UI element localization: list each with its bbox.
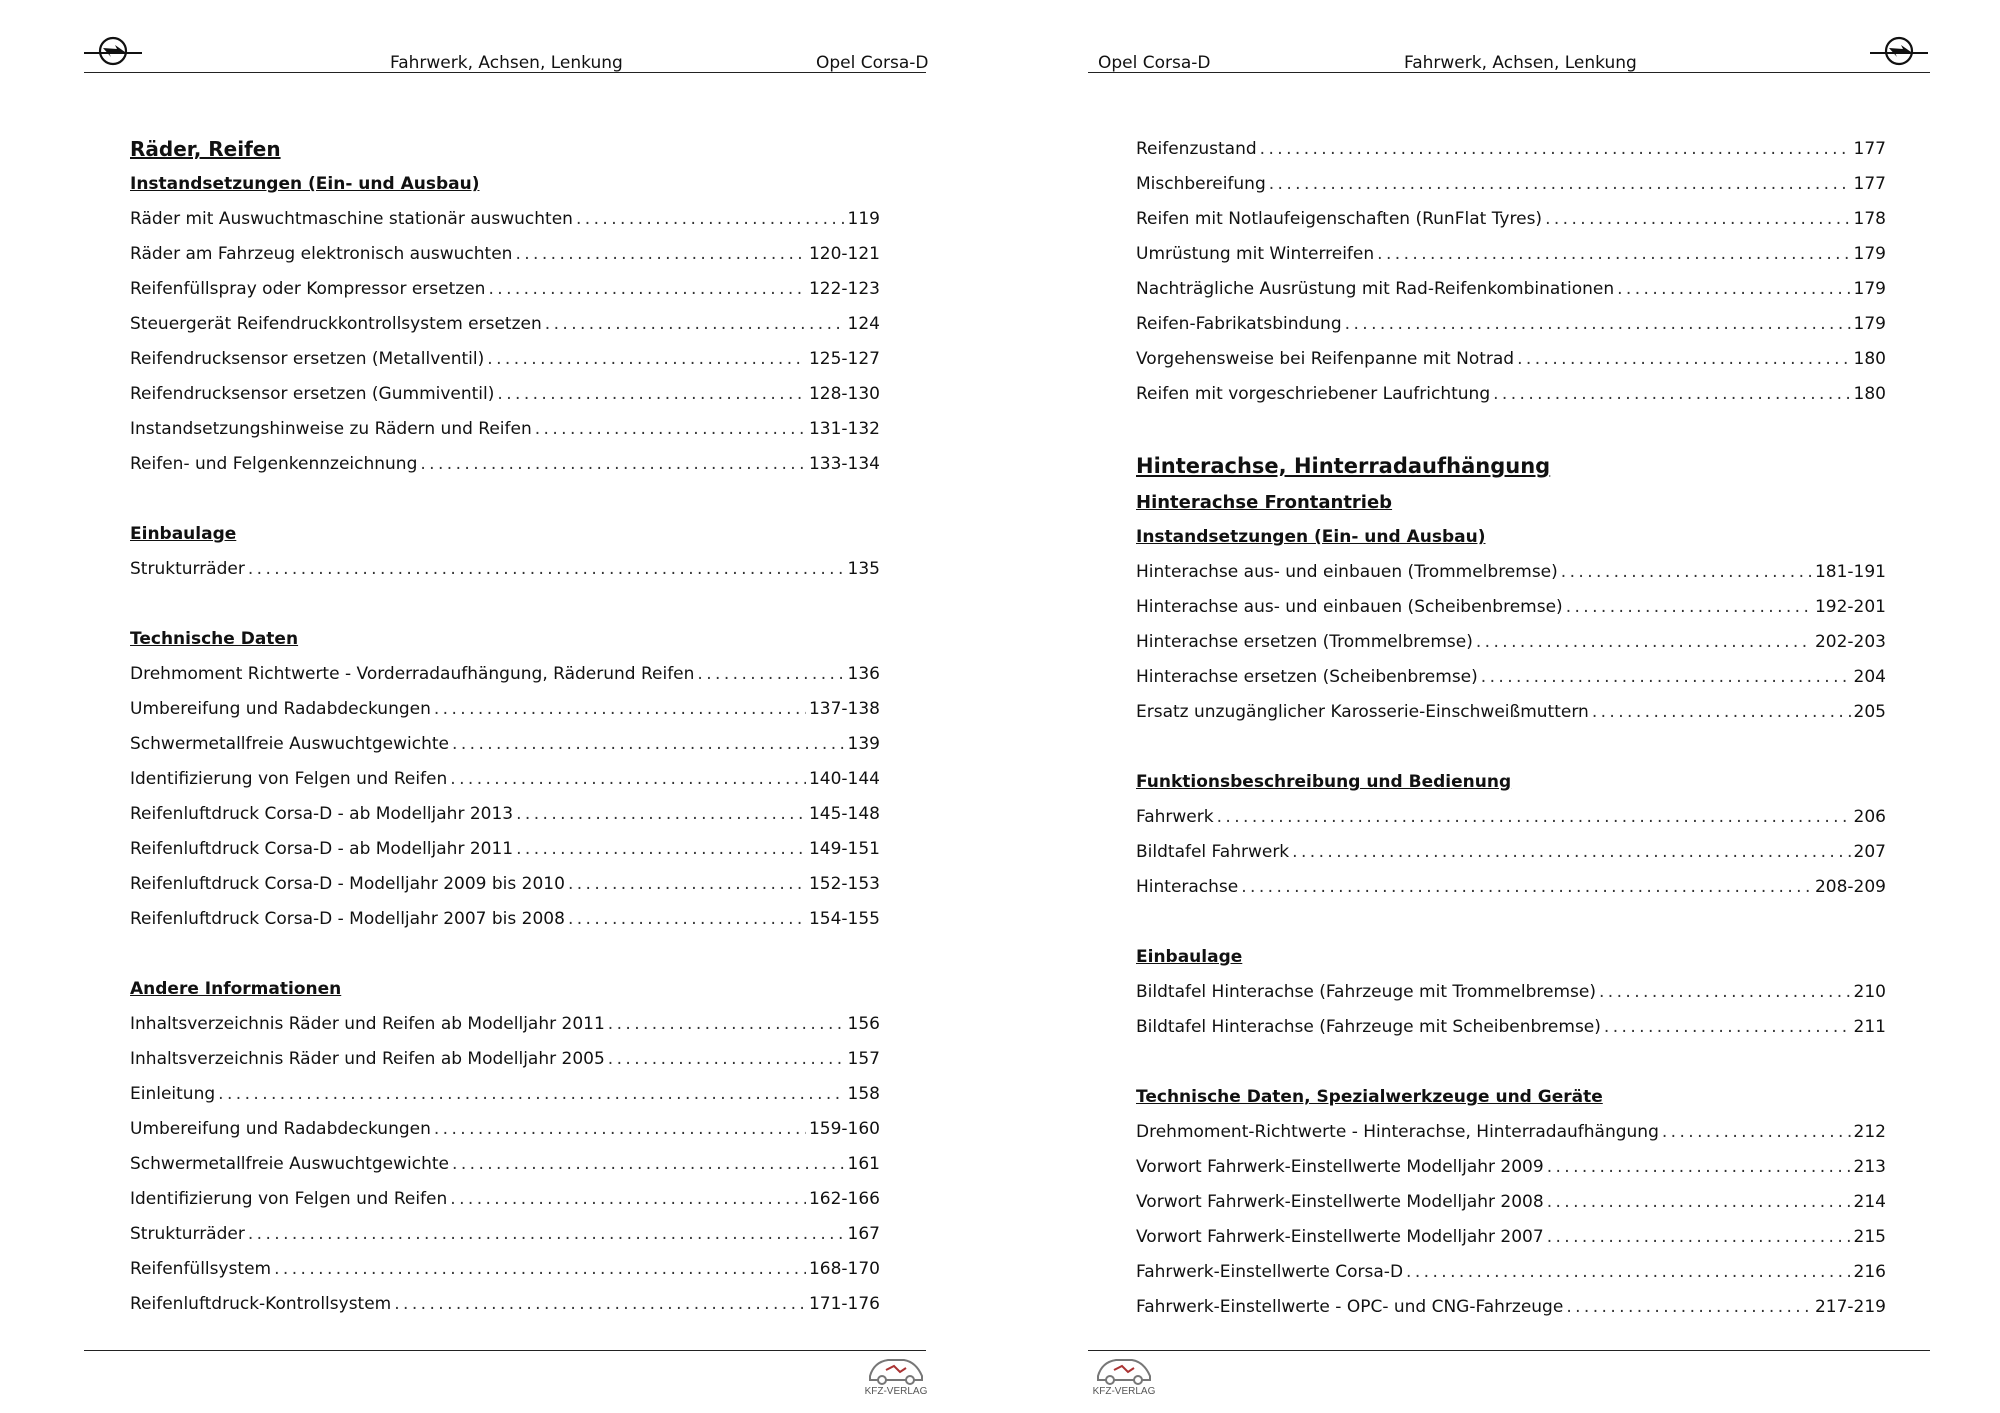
toc-entry-page: 214: [1853, 1192, 1886, 1212]
toc-left: [130, 132, 880, 1322]
dot-leader: [516, 797, 806, 832]
header-model: Opel Corsa-D: [816, 53, 929, 73]
dot-leader: [394, 1287, 806, 1322]
toc-entry-title: Steuergerät Reifendruckkontrollsystem ersetzen: [130, 314, 542, 334]
toc-entry[interactable]: [130, 1007, 880, 1042]
toc-entry-page: 205: [1853, 702, 1886, 722]
toc-entry[interactable]: [130, 1147, 880, 1182]
subsection-title: Technische Daten, Spezialwerkzeuge und Geräte: [1136, 1087, 1603, 1107]
toc-entry[interactable]: [1136, 800, 1886, 835]
toc-entry[interactable]: [1136, 132, 1886, 167]
toc-entry-page: 124: [847, 314, 880, 334]
dot-leader: [487, 342, 806, 377]
toc-entry-title: Hinterachse aus- und einbauen (Scheibenbremse): [1136, 597, 1563, 617]
toc-entry-page: 179: [1853, 244, 1886, 264]
toc-list: [1136, 800, 1886, 905]
toc-entry-page: 120-121: [808, 244, 880, 264]
dot-leader: [488, 272, 806, 307]
toc-entry-title: Schwermetallfreie Auswuchtgewichte: [130, 734, 450, 754]
header-section-title: Fahrwerk, Achsen, Lenkung: [390, 53, 623, 73]
subsection-title: Hinterachse Frontantrieb: [1136, 492, 1393, 513]
toc-entry[interactable]: [130, 692, 880, 727]
toc-entry-title: Nachträgliche Ausrüstung mit Rad-Reifenkombinationen: [1136, 279, 1615, 299]
dot-leader: [450, 762, 806, 797]
toc-entry-title: Fahrwerk-Einstellwerte Corsa-D: [1136, 1262, 1404, 1282]
toc-entry-title: Hinterachse aus- und einbauen (Trommelbremse): [1136, 562, 1558, 582]
dot-leader: [608, 1042, 845, 1077]
toc-entry-title: Vorwort Fahrwerk-Einstellwerte Modelljahr 2008: [1136, 1192, 1544, 1212]
toc-entry-page: 119: [847, 209, 880, 229]
toc-entry-page: 133-134: [808, 454, 880, 474]
toc-entry[interactable]: [130, 412, 880, 447]
toc-entry-title: Fahrwerk: [1136, 807, 1214, 827]
toc-list: [1136, 132, 1886, 412]
toc-right: [1136, 132, 1886, 1325]
toc-entry[interactable]: [1136, 237, 1886, 272]
dot-leader: [1617, 272, 1850, 307]
toc-entry-title: Vorwort Fahrwerk-Einstellwerte Modelljahr 2009: [1136, 1157, 1544, 1177]
footer-rule: [1088, 1350, 1930, 1351]
toc-entry-page: 179: [1853, 279, 1886, 299]
toc-list: [130, 202, 880, 482]
dot-leader: [497, 377, 806, 412]
toc-entry-title: Bildtafel Fahrwerk: [1136, 842, 1290, 862]
toc-entry-page: 212: [1853, 1122, 1886, 1142]
dot-leader: [545, 307, 845, 342]
section-title: Räder, Reifen: [130, 137, 281, 161]
toc-entry-page: 179: [1853, 314, 1886, 334]
toc-entry-page: 178: [1853, 209, 1886, 229]
toc-entry[interactable]: [130, 727, 880, 762]
subsection-title: Andere Informationen: [130, 979, 342, 999]
dot-leader: [1269, 167, 1851, 202]
toc-entry[interactable]: [1136, 1115, 1886, 1150]
toc-entry[interactable]: [130, 237, 880, 272]
toc-entry-title: Instandsetzungshinweise zu Rädern und Reifen: [130, 419, 532, 439]
dot-leader: [452, 727, 845, 762]
dot-leader: [1604, 1010, 1851, 1045]
toc-entry-title: Strukturräder: [130, 559, 245, 579]
dot-leader: [1547, 1150, 1851, 1185]
opel-logo-icon: [1870, 34, 1928, 68]
toc-entry[interactable]: [1136, 1290, 1886, 1325]
toc-entry-title: Reifenzustand: [1136, 139, 1257, 159]
toc-entry-page: 137-138: [808, 699, 880, 719]
toc-entry[interactable]: [130, 902, 880, 937]
toc-entry-title: Reifenfüllsystem: [130, 1259, 272, 1279]
dot-leader: [516, 832, 806, 867]
toc-entry[interactable]: [1136, 870, 1886, 905]
toc-entry-page: 145-148: [808, 804, 880, 824]
toc-entry[interactable]: [1136, 590, 1886, 625]
dot-leader: [1592, 695, 1851, 730]
toc-entry-page: 181-191: [1814, 562, 1886, 582]
toc-entry[interactable]: [130, 447, 880, 482]
toc-entry-page: 206: [1853, 807, 1886, 827]
toc-list: [130, 552, 880, 587]
toc-entry-title: Ersatz unzugänglicher Karosserie-Einschweißmuttern: [1136, 702, 1589, 722]
footer-publisher-text: KFZ-VERLAG: [1092, 1386, 1156, 1397]
toc-list: [1136, 1115, 1886, 1325]
toc-entry-page: 192-201: [1814, 597, 1886, 617]
dot-leader: [1476, 625, 1812, 660]
dot-leader: [1345, 307, 1851, 342]
dot-leader: [452, 1147, 845, 1182]
toc-entry[interactable]: [1136, 167, 1886, 202]
toc-entry-title: Reifendrucksensor ersetzen (Gummiventil): [130, 384, 495, 404]
toc-entry[interactable]: [130, 832, 880, 867]
toc-entry-page: 217-219: [1814, 1297, 1886, 1317]
toc-entry-page: 216: [1853, 1262, 1886, 1282]
dot-leader: [576, 202, 845, 237]
toc-entry-title: Identifizierung von Felgen und Reifen: [130, 769, 448, 789]
header-model: Opel Corsa-D: [1098, 53, 1211, 73]
toc-entry-page: 177: [1853, 139, 1886, 159]
toc-entry-page: 154-155: [808, 909, 880, 929]
subsection-title: Funktionsbeschreibung und Bedienung: [1136, 772, 1512, 792]
dot-leader: [1566, 1290, 1812, 1325]
toc-entry-page: 215: [1853, 1227, 1886, 1247]
toc-entry-title: Strukturräder: [130, 1224, 245, 1244]
kfz-verlag-logo-icon: [1092, 1352, 1156, 1402]
opel-logo-icon: [84, 34, 142, 68]
toc-list: [1136, 555, 1886, 730]
toc-entry-page: 136: [847, 664, 880, 684]
toc-entry-title: Drehmoment-Richtwerte - Hinterachse, Hinterradaufhängung: [1136, 1122, 1659, 1142]
toc-entry[interactable]: [130, 1217, 880, 1252]
dot-leader: [248, 552, 845, 587]
toc-entry-title: Reifenluftdruck Corsa-D - ab Modelljahr 2013: [130, 804, 514, 824]
toc-entry-title: Inhaltsverzeichnis Räder und Reifen ab Modelljahr 2005: [130, 1049, 605, 1069]
toc-entry[interactable]: [1136, 975, 1886, 1010]
toc-entry[interactable]: [1136, 272, 1886, 307]
toc-entry[interactable]: [1136, 1150, 1886, 1185]
toc-entry-page: 157: [847, 1049, 880, 1069]
dot-leader: [1561, 555, 1812, 590]
toc-entry-title: Drehmoment Richtwerte - Vorderradaufhängung, Räderund Reifen: [130, 664, 695, 684]
toc-entry-title: Reifenluftdruck Corsa-D - Modelljahr 2007 bis 2008: [130, 909, 565, 929]
toc-entry-title: Reifenfüllspray oder Kompressor ersetzen: [130, 279, 486, 299]
toc-entry-title: Mischbereifung: [1136, 174, 1266, 194]
toc-entry[interactable]: [130, 342, 880, 377]
section-title: Hinterachse, Hinterradaufhängung: [1136, 454, 1551, 478]
toc-entry-title: Bildtafel Hinterachse (Fahrzeuge mit Scheibenbremse): [1136, 1017, 1601, 1037]
header-rule: [1088, 72, 1930, 73]
toc-entry-page: 207: [1853, 842, 1886, 862]
toc-entry[interactable]: [1136, 625, 1886, 660]
subsection-title: Technische Daten: [130, 629, 299, 649]
dot-leader: [434, 1112, 806, 1147]
toc-entry-title: Räder mit Auswuchtmaschine stationär auswuchten: [130, 209, 573, 229]
toc-entry-title: Reifen-Fabrikatsbindung: [1136, 314, 1342, 334]
kfz-verlag-logo-icon: [864, 1352, 928, 1402]
header-section-title: Fahrwerk, Achsen, Lenkung: [1404, 53, 1637, 73]
toc-entry-title: Hinterachse ersetzen (Trommelbremse): [1136, 632, 1473, 652]
toc-entry[interactable]: [1136, 202, 1886, 237]
subsection-title: Instandsetzungen (Ein- und Ausbau): [130, 174, 480, 194]
toc-entry[interactable]: [130, 202, 880, 237]
toc-entry-title: Vorgehensweise bei Reifenpanne mit Notrad: [1136, 349, 1515, 369]
footer-rule: [84, 1350, 926, 1351]
toc-entry-page: 204: [1853, 667, 1886, 687]
dot-leader: [1545, 202, 1850, 237]
dot-leader: [1292, 835, 1850, 870]
footer-publisher-text: KFZ-VERLAG: [864, 1386, 928, 1397]
dot-leader: [274, 1252, 806, 1287]
toc-entry-page: 131-132: [808, 419, 880, 439]
toc-entry-page: 122-123: [808, 279, 880, 299]
toc-entry-page: 180: [1853, 349, 1886, 369]
dot-leader: [568, 867, 806, 902]
toc-entry[interactable]: [1136, 342, 1886, 377]
toc-entry-title: Reifenluftdruck-Kontrollsystem: [130, 1294, 392, 1314]
toc-entry[interactable]: [130, 797, 880, 832]
dot-leader: [1566, 590, 1812, 625]
toc-entry-page: 180: [1853, 384, 1886, 404]
toc-entry-page: 177: [1853, 174, 1886, 194]
toc-entry-page: 208-209: [1814, 877, 1886, 897]
dot-leader: [420, 447, 806, 482]
toc-entry[interactable]: [130, 272, 880, 307]
toc-entry-title: Umrüstung mit Winterreifen: [1136, 244, 1375, 264]
toc-entry-page: 159-160: [808, 1119, 880, 1139]
dot-leader: [1481, 660, 1851, 695]
dot-leader: [218, 1077, 844, 1112]
toc-entry-page: 140-144: [808, 769, 880, 789]
toc-entry-title: Bildtafel Hinterachse (Fahrzeuge mit Trommelbremse): [1136, 982, 1596, 1002]
toc-entry-page: 168-170: [808, 1259, 880, 1279]
toc-entry-page: 135: [847, 559, 880, 579]
toc-entry-title: Vorwort Fahrwerk-Einstellwerte Modelljahr 2007: [1136, 1227, 1544, 1247]
toc-entry[interactable]: [1136, 835, 1886, 870]
toc-entry-page: 152-153: [808, 874, 880, 894]
dot-leader: [697, 657, 844, 692]
dot-leader: [535, 412, 806, 447]
toc-entry-title: Reifenluftdruck Corsa-D - ab Modelljahr 2011: [130, 839, 514, 859]
dot-leader: [450, 1182, 806, 1217]
toc-entry[interactable]: [130, 307, 880, 342]
toc-entry-title: Reifen- und Felgenkennzeichnung: [130, 454, 418, 474]
toc-entry[interactable]: [1136, 695, 1886, 730]
dot-leader: [1377, 237, 1850, 272]
toc-entry-title: Umbereifung und Radabdeckungen: [130, 699, 431, 719]
toc-entry-page: 210: [1853, 982, 1886, 1002]
toc-entry-title: Hinterachse ersetzen (Scheibenbremse): [1136, 667, 1478, 687]
toc-entry[interactable]: [1136, 1220, 1886, 1255]
subsection-title: Instandsetzungen (Ein- und Ausbau): [1136, 527, 1486, 547]
toc-entry-page: 139: [847, 734, 880, 754]
toc-list: [130, 657, 880, 937]
dot-leader: [1493, 377, 1850, 412]
toc-entry-title: Reifen mit vorgeschriebener Laufrichtung: [1136, 384, 1491, 404]
toc-list: [130, 1007, 880, 1322]
subsection-title: Einbaulage: [1136, 947, 1243, 967]
dot-leader: [248, 1217, 845, 1252]
toc-entry[interactable]: [130, 1112, 880, 1147]
toc-entry-title: Einleitung: [130, 1084, 216, 1104]
toc-entry[interactable]: [130, 1077, 880, 1112]
toc-entry[interactable]: [1136, 1185, 1886, 1220]
toc-entry-page: 211: [1853, 1017, 1886, 1037]
toc-list: [1136, 975, 1886, 1045]
toc-entry-page: 213: [1853, 1157, 1886, 1177]
toc-entry-page: 162-166: [808, 1189, 880, 1209]
toc-entry[interactable]: [130, 1252, 880, 1287]
toc-entry-page: 171-176: [808, 1294, 880, 1314]
dot-leader: [1241, 870, 1812, 905]
dot-leader: [1599, 975, 1851, 1010]
toc-entry[interactable]: [130, 1287, 880, 1322]
toc-entry-title: Reifen mit Notlaufeigenschaften (RunFlat Tyres): [1136, 209, 1543, 229]
toc-entry-page: 167: [847, 1224, 880, 1244]
toc-entry-page: 158: [847, 1084, 880, 1104]
toc-entry[interactable]: [1136, 377, 1886, 412]
dot-leader: [608, 1007, 845, 1042]
dot-leader: [1547, 1220, 1851, 1255]
toc-entry[interactable]: [1136, 1010, 1886, 1045]
toc-entry-page: 161: [847, 1154, 880, 1174]
toc-entry[interactable]: [1136, 307, 1886, 342]
subsection-title: Einbaulage: [130, 524, 237, 544]
toc-entry-page: 202-203: [1814, 632, 1886, 652]
toc-entry-title: Fahrwerk-Einstellwerte - OPC- und CNG-Fahrzeuge: [1136, 1297, 1564, 1317]
toc-entry-title: Hinterachse: [1136, 877, 1239, 897]
toc-entry[interactable]: [130, 552, 880, 587]
toc-entry-title: Schwermetallfreie Auswuchtgewichte: [130, 1154, 450, 1174]
toc-entry[interactable]: [130, 867, 880, 902]
toc-entry[interactable]: [130, 1042, 880, 1077]
dot-leader: [434, 692, 806, 727]
dot-leader: [1517, 342, 1850, 377]
toc-entry[interactable]: [1136, 555, 1886, 590]
toc-entry-title: Reifenluftdruck Corsa-D - Modelljahr 2009 bis 2010: [130, 874, 565, 894]
dot-leader: [515, 237, 806, 272]
toc-entry[interactable]: [130, 762, 880, 797]
toc-entry-title: Räder am Fahrzeug elektronisch auswuchten: [130, 244, 513, 264]
right-page: [1000, 0, 2000, 1413]
header-rule: [84, 72, 926, 73]
toc-entry[interactable]: [130, 1182, 880, 1217]
dot-leader: [1260, 132, 1851, 167]
toc-entry-page: 125-127: [808, 349, 880, 369]
toc-entry-title: Identifizierung von Felgen und Reifen: [130, 1189, 448, 1209]
toc-entry-page: 149-151: [808, 839, 880, 859]
toc-entry-page: 156: [847, 1014, 880, 1034]
toc-entry[interactable]: [1136, 660, 1886, 695]
toc-entry-title: Umbereifung und Radabdeckungen: [130, 1119, 431, 1139]
dot-leader: [1406, 1255, 1851, 1290]
dot-leader: [1547, 1185, 1851, 1220]
toc-entry-title: Reifendrucksensor ersetzen (Metallventil): [130, 349, 485, 369]
toc-entry[interactable]: [130, 657, 880, 692]
toc-entry-page: 128-130: [808, 384, 880, 404]
toc-entry-title: Inhaltsverzeichnis Räder und Reifen ab Modelljahr 2011: [130, 1014, 605, 1034]
dot-leader: [1662, 1115, 1851, 1150]
toc-entry[interactable]: [1136, 1255, 1886, 1290]
dot-leader: [568, 902, 806, 937]
toc-entry[interactable]: [130, 377, 880, 412]
dot-leader: [1217, 800, 1851, 835]
